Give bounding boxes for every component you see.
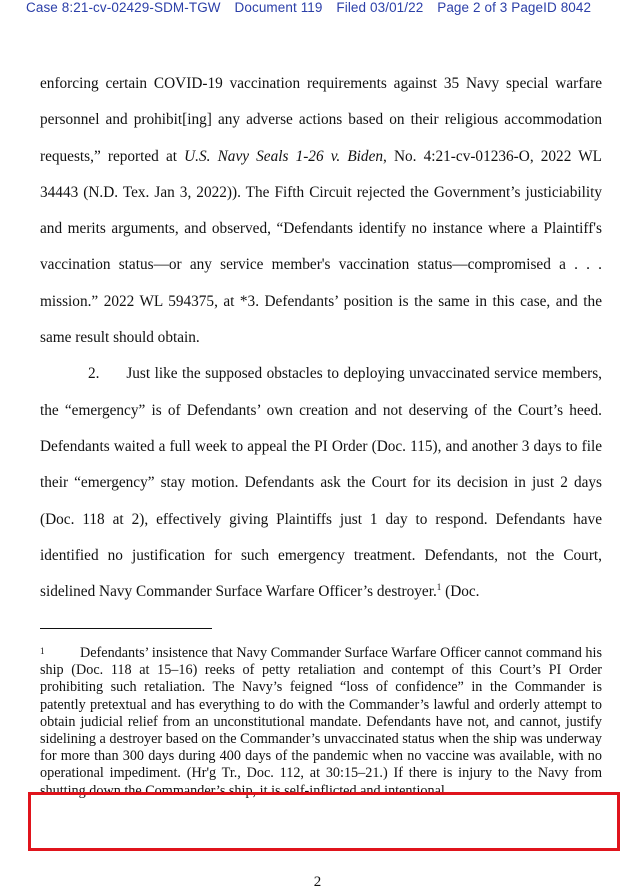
paragraph-2-text: Just like the supposed obstacles to deploying unvaccinated service members, the “emergency” is of Defendants’ own creation and not deserving of the Court’s heed. Defendants waited a full week to appeal the PI Order (Doc. 115), and another 3 days to file their “emergency” stay motion. Defendants ask the Court for its decision in just 2 days (Doc. 118 at 2), effectively giving Plaintiffs just 1 day to respond. Defendants have identified no justification for such emergency treatment. Defendants, not the Court, sidelined Navy Commander Surface Warfare Officer’s destroyer. xyxy=(40,365,602,601)
highlight-box xyxy=(28,792,620,851)
paragraph-1-part-2: , No. 4:21-cv-01236-O, 2022 WL 34443 (N.D. Tex. Jan 3, 2022)). The Fifth Circuit rejected the Government’s justiciability and merits arguments, and observed, “Defendants identify no instance where a Plaintiff's vaccination status—or any service member's vaccination status—compromised a . . . mission.” 2022 WL 594375, at *3. Defendants’ position is the same in this case, and the same result should obtain. xyxy=(40,147,602,347)
case-number: Case 8:21-cv-02429-SDM-TGW xyxy=(26,0,221,15)
paragraph-2 xyxy=(40,356,602,610)
document-number: Document 119 xyxy=(234,0,323,15)
case-header xyxy=(26,0,601,15)
paragraph-1 xyxy=(40,66,602,356)
paragraph-2-number: 2. xyxy=(88,365,100,383)
footnote-separator xyxy=(40,628,212,629)
footnote-number: 1 xyxy=(40,646,45,656)
page-id: Page 2 of 3 PageID 8042 xyxy=(437,0,592,15)
filed-date: Filed 03/01/22 xyxy=(336,0,424,15)
footnote-reference: 1 xyxy=(436,582,442,593)
case-citation: U.S. Navy Seals 1-26 v. Biden xyxy=(184,147,384,165)
footnote-text: Defendants’ insistence that Navy Commander Surface Warfare Officer cannot command his ship (Doc. 118 at 15–16) reeks of petty retaliation and contempt of this Court’s PI Order prohibiting such retaliation. The Navy’s feigned “loss of confidence” in the Commander is patently pretextual and has everything to do with the Commander’s lawful and orderly attempt to obtain judicial relief from an unconstitutional mandate. Defendants have not, and cannot, justify sidelining a destroyer based on the Commander’s unvaccinated status when the ship was underway for more than 300 days during 400 days of the pandemic when no vaccine was available, with no operational impediment. (Hr'g Tr., Doc. 112, at 30:15–21.) If there is injury to the Navy from shutting down the Commander’s ship, it is self-inflicted and intentional. xyxy=(40,645,602,799)
body-text xyxy=(40,66,602,610)
footnote xyxy=(40,645,602,800)
paragraph-2-tail: (Doc. xyxy=(441,583,480,601)
page-number: 2 xyxy=(313,874,322,890)
paragraph-1-part-1: enforcing certain COVID-19 vaccination requirements against 35 Navy special warfare personnel and prohibit[ing] any adverse actions based on their religious accommodation requests,” reported at xyxy=(40,75,602,165)
